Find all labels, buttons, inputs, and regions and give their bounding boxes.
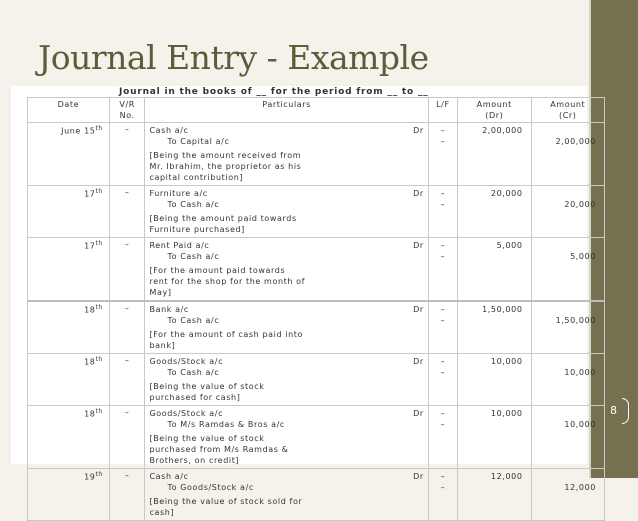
journal-entry-row xyxy=(28,123,605,186)
narration-line: capital contribution] xyxy=(149,173,244,182)
entry-debit-amount: 12,000 xyxy=(458,469,531,521)
slide-number-brace xyxy=(622,398,629,424)
debit-account-line: Cash a/c Dr xyxy=(149,126,424,135)
credit-account-line: To Capital a/c xyxy=(167,137,230,146)
entry-date: 18th xyxy=(28,406,110,469)
narration-line: Furniture purchased] xyxy=(149,225,245,234)
entry-credit-amount: 5,000 xyxy=(531,238,604,302)
entry-particulars xyxy=(145,406,428,469)
entry-credit-amount: 2,00,000 xyxy=(531,123,604,186)
entry-date: 18th xyxy=(28,301,110,354)
narration xyxy=(149,265,423,298)
narration xyxy=(149,150,423,183)
narration-line: [Being the amount paid towards xyxy=(149,214,297,223)
narration-line: [Being the value of stock xyxy=(149,434,265,443)
narration xyxy=(149,329,423,351)
entry-credit-amount: 20,000 xyxy=(531,186,604,238)
entry-vr-no: – xyxy=(109,469,145,521)
entry-vr-no: – xyxy=(109,406,145,469)
entry-debit-amount: 20,000 xyxy=(458,186,531,238)
journal-table xyxy=(27,97,605,521)
entry-vr-no: – xyxy=(109,186,145,238)
header-amount-cr: Amount (Cr) xyxy=(531,98,604,123)
credit-account-line: To M/s Ramdas & Bros a/c xyxy=(167,420,285,429)
entry-credit-amount: 1,50,000 xyxy=(531,301,604,354)
narration-line: May] xyxy=(149,288,172,297)
entry-debit-amount: 10,000 xyxy=(458,406,531,469)
entry-date: June 15th xyxy=(28,123,110,186)
debit-account-line: Bank a/c Dr xyxy=(149,305,424,314)
entry-date: 19th xyxy=(28,469,110,521)
entry-vr-no: – xyxy=(109,354,145,406)
narration-line: purchased from M/s Ramdas & xyxy=(149,445,289,454)
narration-line: Mr. Ibrahim, the proprietor as his xyxy=(149,162,302,171)
entry-lf: – – xyxy=(428,301,457,354)
entry-debit-amount: 5,000 xyxy=(458,238,531,302)
entry-debit-amount: 1,50,000 xyxy=(458,301,531,354)
narration-line: [For the amount of cash paid into xyxy=(149,330,304,339)
entry-debit-amount: 2,00,000 xyxy=(458,123,531,186)
entry-particulars xyxy=(145,301,428,354)
debit-account-line: Goods/Stock a/c Dr xyxy=(149,409,424,418)
header-particulars: Particulars xyxy=(145,98,428,123)
entry-particulars xyxy=(145,469,428,521)
entry-vr-no: – xyxy=(109,301,145,354)
credit-account-line: To Goods/Stock a/c xyxy=(167,483,254,492)
header-amount-dr: Amount (Dr) xyxy=(458,98,531,123)
narration xyxy=(149,381,423,403)
journal-entry-row xyxy=(28,354,605,406)
credit-account-line: To Cash a/c xyxy=(167,316,220,325)
narration-line: [Being the amount received from xyxy=(149,151,302,160)
entry-lf: – – xyxy=(428,406,457,469)
header-lf: L/F xyxy=(428,98,457,123)
narration-line: bank] xyxy=(149,341,176,350)
debit-account-line: Furniture a/c Dr xyxy=(149,189,424,198)
narration-line: [Being the value of stock sold for xyxy=(149,497,303,506)
journal-entry-row xyxy=(28,238,605,302)
entry-credit-amount: 10,000 xyxy=(531,406,604,469)
header-vr: V/R No. xyxy=(109,98,145,123)
entry-debit-amount: 10,000 xyxy=(458,354,531,406)
debit-account-line: Rent Paid a/c Dr xyxy=(149,241,424,250)
slide-number-text: 8 xyxy=(610,404,617,417)
entry-lf: – – xyxy=(428,354,457,406)
entry-lf: – – xyxy=(428,238,457,302)
entry-credit-amount: 10,000 xyxy=(531,354,604,406)
entry-particulars xyxy=(145,186,428,238)
entry-vr-no: – xyxy=(109,123,145,186)
entry-lf: – – xyxy=(428,469,457,521)
narration-line: cash] xyxy=(149,508,175,517)
journal-entry-row xyxy=(28,186,605,238)
credit-account-line: To Cash a/c xyxy=(167,252,220,261)
entry-date: 17th xyxy=(28,186,110,238)
debit-account-line: Goods/Stock a/c Dr xyxy=(149,357,424,366)
entry-date: 18th xyxy=(28,354,110,406)
journal-image xyxy=(11,86,596,517)
entry-lf: – – xyxy=(428,186,457,238)
entry-credit-amount: 12,000 xyxy=(531,469,604,521)
journal-header-row xyxy=(28,98,605,123)
journal-entry-row xyxy=(28,469,605,521)
entry-date: 17th xyxy=(28,238,110,302)
credit-account-line: To Cash a/c xyxy=(167,200,220,209)
narration-line: [For the amount paid towards xyxy=(149,266,286,275)
entry-particulars xyxy=(145,238,428,302)
narration xyxy=(149,213,423,235)
journal-caption: Journal in the books of __ for the period from __ to __ xyxy=(119,87,429,97)
journal-entry-row xyxy=(28,406,605,469)
entry-lf: – – xyxy=(428,123,457,186)
narration-line: rent for the shop for the month of xyxy=(149,277,306,286)
entry-particulars xyxy=(145,123,428,186)
narration-line: Brothers, on credit] xyxy=(149,456,240,465)
narration xyxy=(149,433,423,466)
narration-line: purchased for cash] xyxy=(149,393,241,402)
journal-entry-row xyxy=(28,301,605,354)
narration-line: [Being the value of stock xyxy=(149,382,265,391)
credit-account-line: To Cash a/c xyxy=(167,368,220,377)
narration xyxy=(149,496,423,518)
debit-account-line: Cash a/c Dr xyxy=(149,472,424,481)
header-date: Date xyxy=(28,98,110,123)
slide-title: Journal Entry - Example xyxy=(38,38,429,77)
entry-vr-no: – xyxy=(109,238,145,302)
slide-number xyxy=(603,398,633,424)
entry-particulars xyxy=(145,354,428,406)
